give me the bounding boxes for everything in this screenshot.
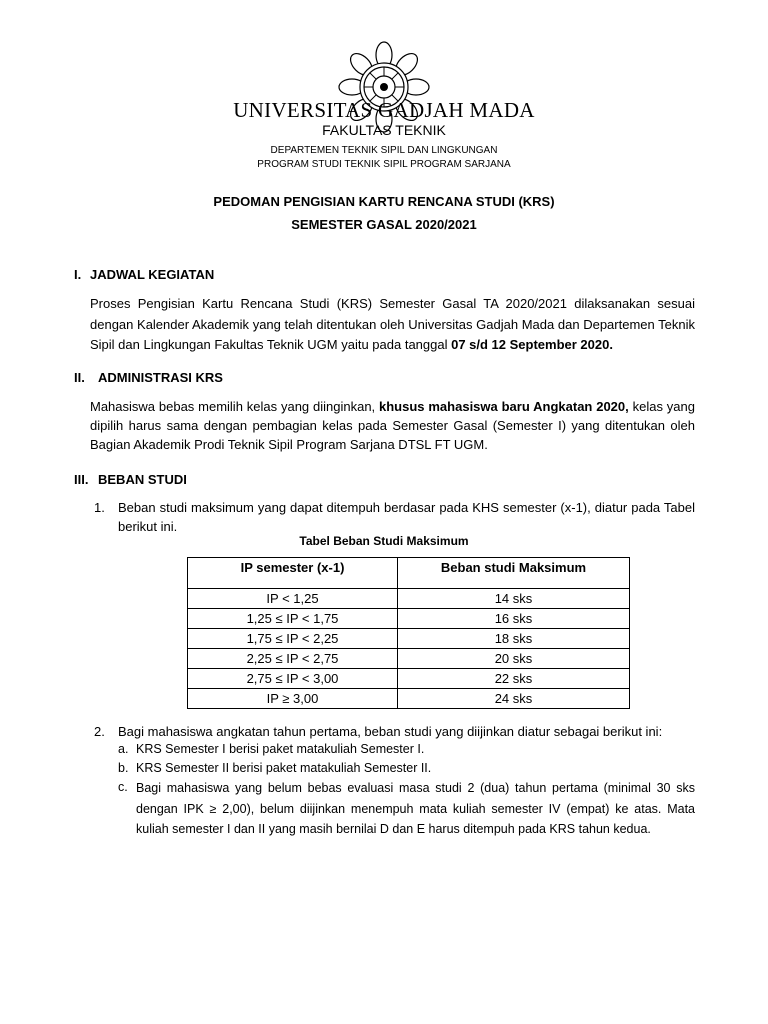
section-number: II.	[74, 370, 85, 385]
list-marker: 1.	[94, 500, 105, 515]
table-header-ip: IP semester (x-1)	[188, 558, 398, 589]
sub-list-item	[118, 759, 695, 778]
table-header-row	[188, 558, 630, 589]
paragraph-bold-text: khusus mahasiswa baru Angkatan 2020,	[379, 399, 629, 414]
section-heading-beban-studi	[74, 472, 187, 487]
document-subtitle: SEMESTER GASAL 2020/2021	[291, 217, 477, 232]
section-heading-administrasi	[74, 370, 223, 385]
section-title: JADWAL KEGIATAN	[90, 267, 215, 282]
table-cell-beban: 16 sks	[398, 609, 630, 629]
sub-list-text: Bagi mahasiswa yang belum bebas evaluasi masa studi 2 (dua) tahun pertama (minimal 30 sks dengan IPK ≥ 2,00), belum diijinkan menempuh mata kuliah semester IV (empat) ke atas. Mata kuliah semester I dan II yang masih bernilai D dan E harus ditempuh pada KRS tahun kedua.	[136, 781, 695, 836]
program-name: PROGRAM STUDI TEKNIK SIPIL PROGRAM SARJANA	[257, 159, 511, 170]
table-cell-ip: IP ≥ 3,00	[188, 689, 398, 709]
table-row	[188, 589, 630, 609]
sub-list-item	[118, 778, 695, 840]
table-cell-beban: 20 sks	[398, 649, 630, 669]
table-row	[188, 689, 630, 709]
paragraph-jadwal	[90, 294, 695, 356]
paragraph-text: Mahasiswa bebas memilih kelas yang diinginkan,	[90, 399, 380, 414]
sub-list-text: KRS Semester II berisi paket matakuliah Semester II.	[136, 761, 432, 775]
paragraph-bold-date: 07 s/d 12 September 2020.	[451, 337, 613, 352]
table-row	[188, 609, 630, 629]
sub-list-marker: a.	[118, 742, 129, 756]
document-title: PEDOMAN PENGISIAN KARTU RENCANA STUDI (KRS)	[213, 194, 555, 209]
list-text: Bagi mahasiswa angkatan tahun pertama, beban studi yang diijinkan diatur sebagai berikut ini:	[118, 724, 663, 739]
table-cell-ip: IP < 1,25	[188, 589, 398, 609]
list-item-2	[94, 722, 695, 741]
section-number: III.	[74, 472, 89, 487]
sub-list	[118, 740, 695, 840]
list-item-1	[94, 498, 695, 536]
section-title: ADMINISTRASI KRS	[98, 370, 223, 385]
paragraph-text: Proses Pengisian Kartu Rencana Studi (KRS) Semester Gasal TA 2020/2021 dilaksanakan sesuai dengan Kalender Akademik yang telah ditentukan oleh Universitas Gadjah Mada dan Departemen Teknik Sipil dan Lingkungan Fakultas Teknik UGM yaitu pada tanggal	[90, 296, 695, 352]
section-heading-jadwal	[74, 267, 214, 282]
faculty-name: FAKULTAS TEKNIK	[322, 122, 446, 138]
table-cell-ip: 2,75 ≤ IP < 3,00	[188, 669, 398, 689]
table-row	[188, 649, 630, 669]
department-name: DEPARTEMEN TEKNIK SIPIL DAN LINGKUNGAN	[270, 145, 498, 156]
table-header-beban: Beban studi Maksimum	[398, 558, 630, 589]
table-caption: Tabel Beban Studi Maksimum	[299, 534, 469, 548]
table-row	[188, 629, 630, 649]
table-cell-ip: 1,25 ≤ IP < 1,75	[188, 609, 398, 629]
section-number: I.	[74, 267, 82, 282]
table-cell-beban: 18 sks	[398, 629, 630, 649]
table-cell-beban: 14 sks	[398, 589, 630, 609]
university-name: UNIVERSITAS GADJAH MADA	[233, 98, 535, 122]
table-cell-beban: 24 sks	[398, 689, 630, 709]
list-marker: 2.	[94, 724, 105, 739]
table-cell-ip: 2,25 ≤ IP < 2,75	[188, 649, 398, 669]
table-cell-beban: 22 sks	[398, 669, 630, 689]
section-title: BEBAN STUDI	[98, 472, 187, 487]
list-text: Beban studi maksimum yang dapat ditempuh berdasar pada KHS semester (x-1), diatur pada Tabel berikut ini.	[118, 500, 695, 534]
sub-list-marker: b.	[118, 761, 129, 775]
paragraph-administrasi	[90, 397, 695, 454]
sub-list-item	[118, 740, 695, 759]
sub-list-text: KRS Semester I berisi paket matakuliah Semester I.	[136, 742, 425, 756]
paragraph-text-after: kelas yang dipilih harus sama dengan pembagian kelas pada Semester Gasal (Semester I) yang ditentukan oleh Bagian Akademik Prodi Teknik Sipil Program Sarjana DTSL FT UGM.	[90, 399, 695, 452]
sub-list-marker: c.	[118, 780, 128, 794]
beban-studi-table	[187, 557, 630, 709]
table-cell-ip: 1,75 ≤ IP < 2,25	[188, 629, 398, 649]
table-row	[188, 669, 630, 689]
